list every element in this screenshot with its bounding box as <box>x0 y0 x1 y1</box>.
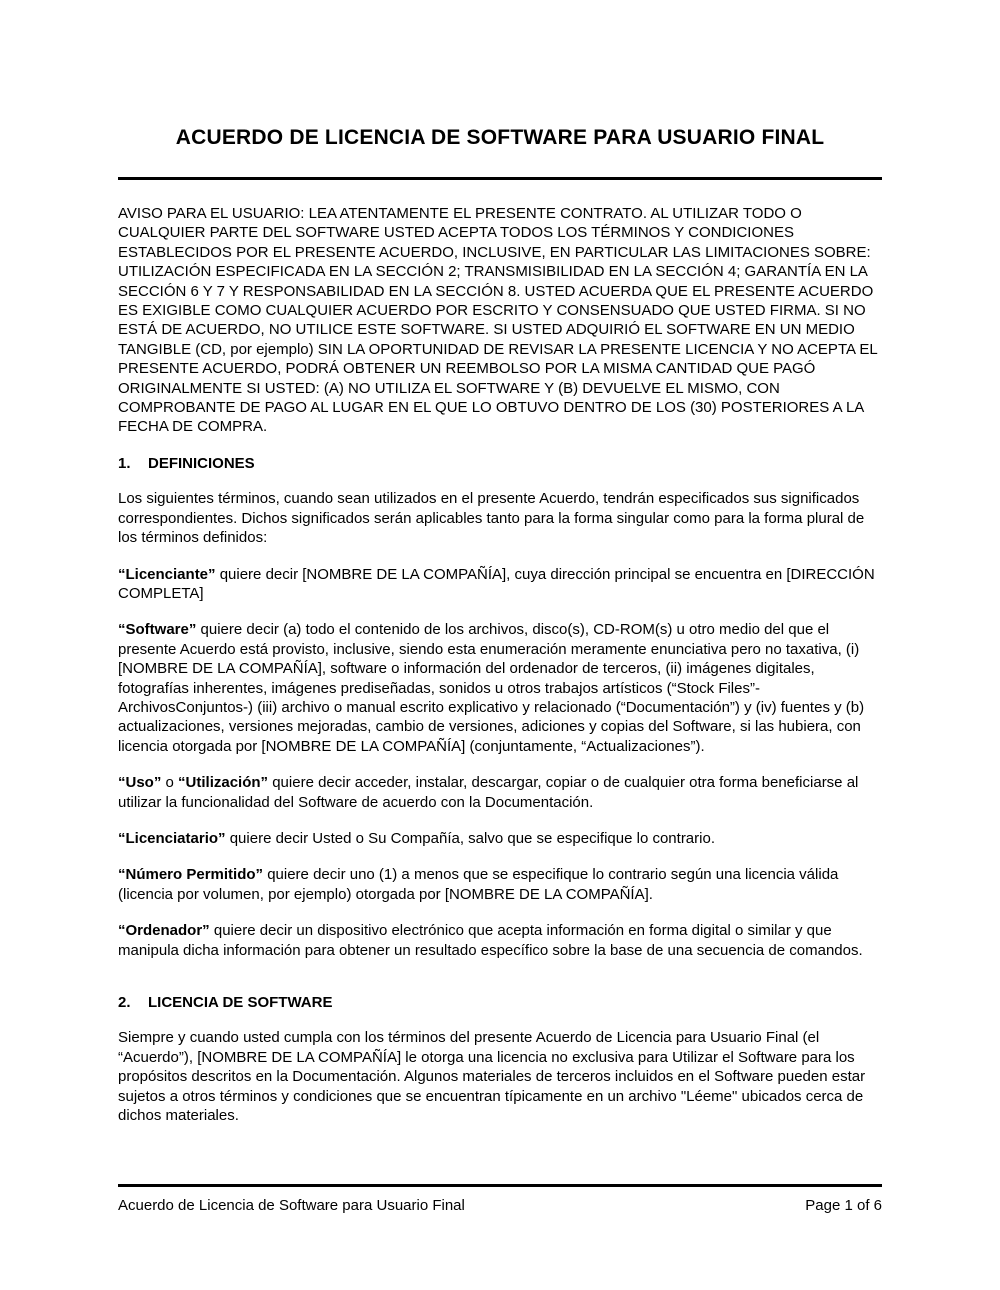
definitions-intro-paragraph: Los siguientes términos, cuando sean utilizados en el presente Acuerdo, tendrán especificados sus significados correspondientes. Dichos significados serán aplicables tanto para la forma singular como para la forma plural de los términos definidos: <box>118 490 865 547</box>
definition-licenciante-text: quiere decir [NOMBRE DE LA COMPAÑÍA], cuya dirección principal se encuentra en [DIRECCIÓN COMPLETA] <box>118 565 875 602</box>
defined-term-numero-permitido: “Número Permitido” <box>118 866 264 884</box>
defined-term-uso: “Uso” <box>118 774 162 792</box>
definition-licenciante <box>118 565 882 604</box>
footer-document-name: Acuerdo de Licencia de Software para Usuario Final <box>118 1197 465 1214</box>
definition-licenciatario <box>118 829 882 848</box>
defined-term-ordenador: “Ordenador” <box>118 922 210 940</box>
definition-numero-permitido <box>118 865 882 904</box>
section-2-number: 2. <box>118 994 131 1011</box>
license-paragraph: Siempre y cuando usted cumpla con los términos del presente Acuerdo de Licencia para Usuario Final (el “Acuerdo”), [NOMBRE DE LA COMPAÑÍA] le otorga una licencia no exclusiva para Utilizar el Software para los propósitos descritos en la Documentación. Algunos materiales de terceros incluidos en el Software pueden estar sujetos a otros términos y condiciones que se encuentran típicamente en un archivo "Léeme" ubicados cerca de dichos materiales. <box>118 1029 866 1125</box>
notice-paragraph: AVISO PARA EL USUARIO: LEA ATENTAMENTE EL PRESENTE CONTRATO. AL UTILIZAR TODO O CUALQUIER PARTE DEL SOFTWARE USTED ACEPTA TODOS LOS TÉRMINOS Y CONDICIONES ESTABLECIDOS POR EL PRESENTE ACUERDO, INCLUSIVE, EN PARTICULAR LAS LIMITACIONES SOBRE: UTILIZACIÓN ESPECIFICADA EN LA SECCIÓN 2; TRANSMISIBILIDAD EN LA SECCIÓN 4; GARANTÍA EN LA SECCIÓN 6 Y 7 Y RESPONSABILIDAD EN LA SECCIÓN 8. USTED ACUERDA QUE EL PRESENTE ACUERDO ES EXIGIBLE COMO CUALQUIER ACUERDO POR ESCRITO Y CONSENSUADO QUE USTED FIRMA. SI NO ESTÁ DE ACUERDO, NO UTILICE ESTE SOFTWARE. SI USTED ADQUIRIÓ EL SOFTWARE EN UN MEDIO TANGIBLE (CD, por ejemplo) SIN LA OPORTUNIDAD DE REVISAR LA PRESENTE LICENCIA Y NO ACEPTA EL PRESENTE ACUERDO, PODRÁ OBTENER UN REEMBOLSO POR LA MISMA CANTIDAD QUE PAGÓ ORIGINALMENTE SI USTED: (A) NO UTILIZA EL SOFTWARE Y (B) DEVUELVE EL MISMO, CON COMPROBANTE DE PAGO AL LUGAR EN EL QUE LO OBTUVO DENTRO DE LOS (30) POSTERIORES A LA FECHA DE COMPRA. <box>118 205 878 436</box>
definition-uso-connector: o <box>161 774 179 792</box>
section-2-heading <box>118 993 882 1012</box>
defined-term-licenciante: “Licenciante” <box>118 565 216 583</box>
defined-term-utilizacion: “Utilización” <box>178 774 269 792</box>
title-divider <box>118 177 882 180</box>
section-1-heading <box>118 454 882 473</box>
definition-uso <box>118 773 882 812</box>
page-footer <box>118 1184 882 1215</box>
definition-numero-permitido-text: quiere decir uno (1) a menos que se especifique lo contrario según una licencia válida (licencia por volumen, por ejemplo) otorgada por [NOMBRE DE LA COMPAÑÍA]. <box>118 866 839 903</box>
section-2-title: LICENCIA DE SOFTWARE <box>148 994 333 1011</box>
section-1-number: 1. <box>118 454 131 472</box>
definition-software <box>118 620 882 756</box>
definition-ordenador <box>118 921 882 960</box>
defined-term-licenciatario: “Licenciatario” <box>118 829 226 847</box>
definition-ordenador-text: quiere decir un dispositivo electrónico que acepta información en forma digital o similar y que manipula dicha información para obtener un resultado específico sobre la base de una secuencia de comandos. <box>118 922 863 959</box>
document-title: ACUERDO DE LICENCIA DE SOFTWARE PARA USUARIO FINAL <box>175 126 825 149</box>
definition-licenciatario-text: quiere decir Usted o Su Compañía, salvo que se especifique lo contrario. <box>225 829 715 847</box>
footer-page-number: Page 1 of 6 <box>805 1197 882 1214</box>
defined-term-software: “Software” <box>118 621 197 639</box>
section-1-title: DEFINICIONES <box>148 454 255 472</box>
definition-uso-text: quiere decir acceder, instalar, descargar, copiar o de cualquier otra forma beneficiarse al utilizar la funcionalidad del Software de acuerdo con la Documentación. <box>118 774 859 811</box>
definition-software-text: quiere decir (a) todo el contenido de los archivos, disco(s), CD-ROM(s) u otro medio del que el presente Acuerdo está provisto, inclusive, siendo esta enumeración meramente enunciativa pero no taxativa, (i) [NOMBRE DE LA COMPAÑÍA], software o información del ordenador de terceros, (ii) imágenes digitales, fotografías inherentes, imágenes prediseñadas, sonidos u otros trabajos artísticos (“Stock Files”-ArchivosConjuntos-) (iii) archivo o manual escrito explicativo y relacionado (“Documentación”) y (iv) fuentes y (b) actualizaciones, versiones mejoradas, cambio de versiones, adiciones y copias del Software, si las hubiera, con licencia otorgada por [NOMBRE DE LA COMPAÑÍA] (conjuntamente, “Actualizaciones”). <box>118 621 865 755</box>
document-page <box>118 0 882 1142</box>
